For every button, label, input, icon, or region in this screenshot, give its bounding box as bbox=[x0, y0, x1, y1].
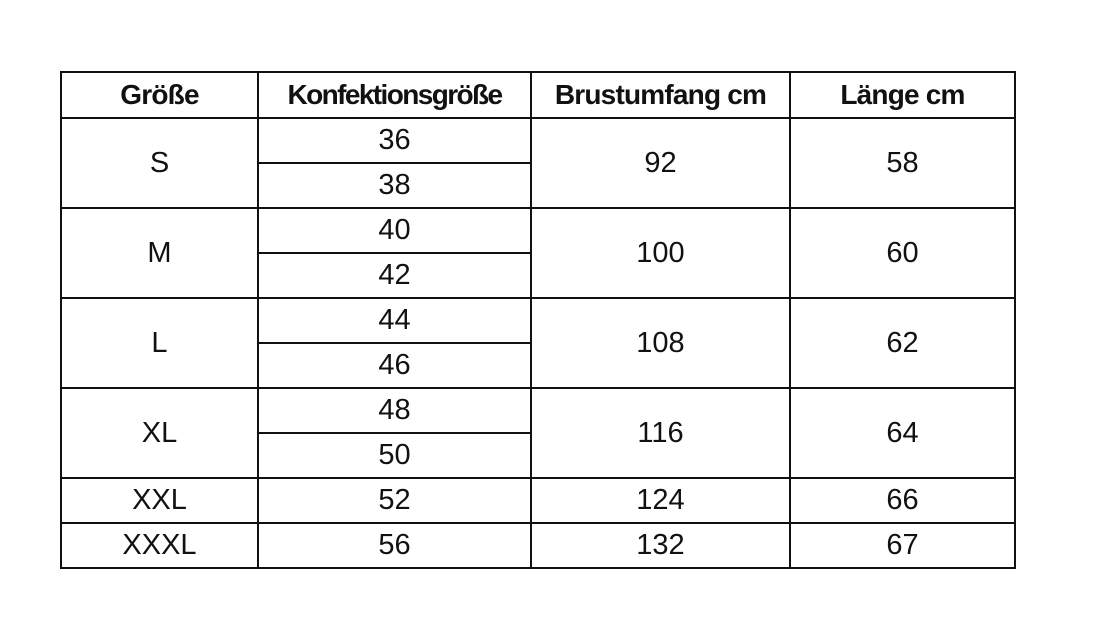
table-row bbox=[61, 208, 1015, 253]
konfektion-cell: 56 bbox=[258, 523, 531, 568]
header-brust: Brustumfang cm bbox=[531, 72, 790, 118]
size-cell: M bbox=[61, 208, 258, 298]
brust-cell: 108 bbox=[531, 298, 790, 388]
laenge-cell: 58 bbox=[790, 118, 1015, 208]
brust-cell: 132 bbox=[531, 523, 790, 568]
konfektion-cell: 46 bbox=[258, 343, 531, 388]
brust-cell: 124 bbox=[531, 478, 790, 523]
laenge-cell: 67 bbox=[790, 523, 1015, 568]
header-row bbox=[61, 72, 1015, 118]
table-row bbox=[61, 478, 1015, 523]
brust-cell: 92 bbox=[531, 118, 790, 208]
konfektion-cell: 40 bbox=[258, 208, 531, 253]
size-chart-table bbox=[60, 71, 1016, 569]
konfektion-cell: 42 bbox=[258, 253, 531, 298]
table-row bbox=[61, 298, 1015, 343]
size-cell: XXXL bbox=[61, 523, 258, 568]
konfektion-cell: 38 bbox=[258, 163, 531, 208]
table-row bbox=[61, 118, 1015, 163]
brust-cell: 116 bbox=[531, 388, 790, 478]
size-cell: XXL bbox=[61, 478, 258, 523]
konfektion-cell: 36 bbox=[258, 118, 531, 163]
konfektion-cell: 44 bbox=[258, 298, 531, 343]
header-size: Größe bbox=[61, 72, 258, 118]
konfektion-cell: 50 bbox=[258, 433, 531, 478]
size-cell: XL bbox=[61, 388, 258, 478]
size-cell: S bbox=[61, 118, 258, 208]
laenge-cell: 62 bbox=[790, 298, 1015, 388]
laenge-cell: 64 bbox=[790, 388, 1015, 478]
laenge-cell: 66 bbox=[790, 478, 1015, 523]
table-row bbox=[61, 523, 1015, 568]
header-laenge: Länge cm bbox=[790, 72, 1015, 118]
table-row bbox=[61, 388, 1015, 433]
konfektion-cell: 52 bbox=[258, 478, 531, 523]
brust-cell: 100 bbox=[531, 208, 790, 298]
header-konfektion: Konfektionsgröße bbox=[258, 72, 531, 118]
laenge-cell: 60 bbox=[790, 208, 1015, 298]
konfektion-cell: 48 bbox=[258, 388, 531, 433]
size-cell: L bbox=[61, 298, 258, 388]
